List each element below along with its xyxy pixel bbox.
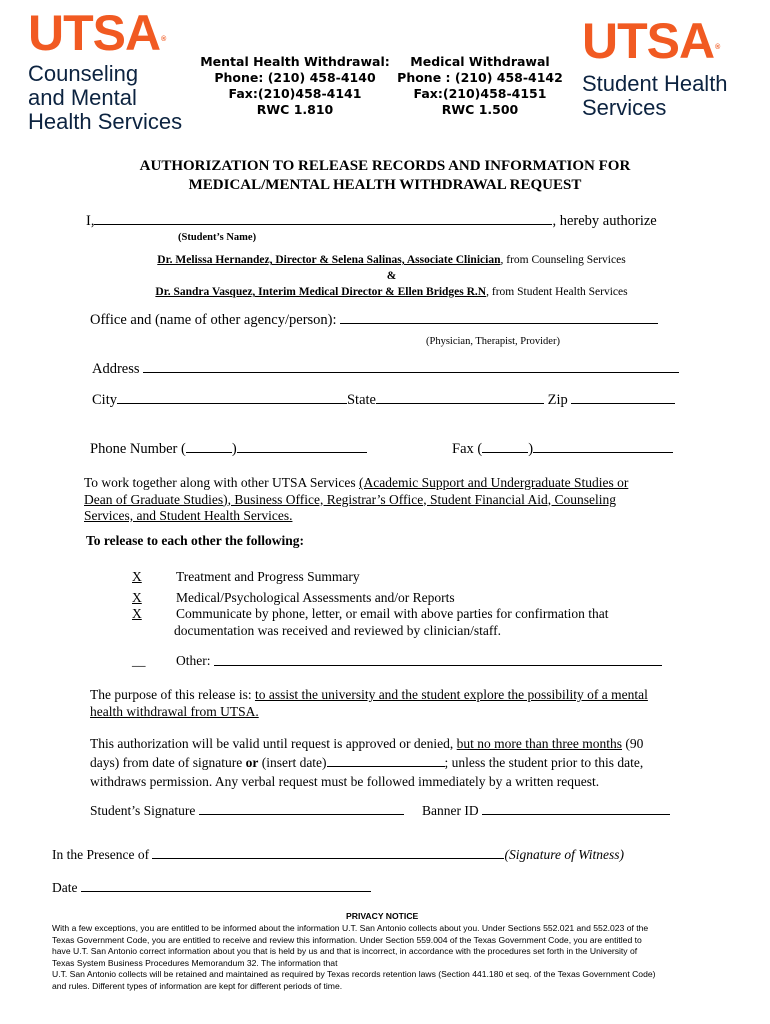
phone-number-field[interactable] <box>237 440 367 453</box>
phone-line: Phone Number ( ) <box>90 440 367 458</box>
list-item: X Treatment and Progress Summary <box>132 569 360 584</box>
authorize-line: I, , hereby authorize <box>86 213 657 229</box>
counseling-logo <box>28 5 183 134</box>
city-state-zip-line: City State Zip <box>92 391 675 409</box>
student-health-logo <box>582 13 728 120</box>
witness-line: In the Presence of (Signature of Witness) <box>52 847 624 862</box>
banner-id-line: Banner ID <box>422 802 670 819</box>
student-signature-field[interactable] <box>199 802 404 815</box>
checkbox-mark[interactable]: __ <box>132 653 146 668</box>
utsa-wordmark: UTSA® <box>28 5 166 61</box>
address-field[interactable] <box>143 360 679 373</box>
city-field[interactable] <box>117 391 347 404</box>
witness-signature-field[interactable] <box>152 846 504 859</box>
address-line: Address <box>92 360 679 378</box>
list-item: X Medical/Psychological Assessments and/or Reports <box>132 589 455 605</box>
student-health-logo-text: Student Health Services <box>582 71 728 120</box>
release-heading: To release to each other the following: <box>86 533 304 548</box>
form-title: AUTHORIZATION TO RELEASE RECORDS AND INFORMATION FOR MEDICAL/MENTAL HEALTH WITHDRAWAL REQUEST <box>139 158 631 193</box>
phone-area-code-field[interactable] <box>186 440 232 453</box>
release-items: X Treatment and Progress Summary X Medical/Psychological Assessments and/or Reports X Communicate by phone, letter, or email with above parties for confirmation that documentation was received and reviewed by clinician/staff. __ Other: <box>130 569 662 670</box>
mental-health-contact: Mental Health Withdrawal: Phone: (210) 458-4140 Fax:(210)458-4141 RWC 1.810 <box>200 54 390 117</box>
zip-field[interactable] <box>571 391 675 404</box>
insert-date-field[interactable] <box>327 754 445 767</box>
state-field[interactable] <box>376 391 544 404</box>
student-name-caption: (Student’s Name) <box>178 232 257 243</box>
privacy-heading: PRIVACY NOTICE <box>346 911 419 921</box>
banner-id-field[interactable] <box>482 802 670 815</box>
validity-paragraph: This authorization will be valid until request is approved or denied, but no more than three months (90 days) from date of signature or (insert date) ; unless the student prior to this date, withdraws permission. Any verbal request must be followed immediately by a written request. <box>90 736 644 789</box>
checkbox-mark[interactable]: X <box>132 569 142 584</box>
utsa-wordmark: UTSA® <box>582 13 720 69</box>
date-line: Date <box>52 879 371 896</box>
fax-area-code-field[interactable] <box>482 440 528 453</box>
checkbox-mark[interactable]: X <box>132 589 142 605</box>
student-name-field[interactable] <box>94 212 552 225</box>
office-line: Office and (name of other agency/person): <box>90 311 658 329</box>
authorized-parties: Dr. Melissa Hernandez, Director & Selena Salinas, Associate Clinician, from Counseling Services & Dr. Sandra Vasquez, Interim Medical Director & Ellen Bridges R.N, from Student Health Services <box>155 254 628 298</box>
list-item: X Communicate by phone, letter, or email with above parties for confirmation that <box>132 606 609 621</box>
student-signature-line: Student’s Signature <box>90 802 404 819</box>
checkbox-mark[interactable]: X <box>132 606 142 621</box>
office-caption: (Physician, Therapist, Provider) <box>426 336 560 347</box>
office-field[interactable] <box>340 311 658 324</box>
other-field[interactable] <box>214 653 662 666</box>
medical-contact: Medical Withdrawal Phone : (210) 458-4142 Fax:(210)458-4151 RWC 1.500 <box>397 54 563 117</box>
list-item-other: __ Other: <box>130 653 662 670</box>
work-together-paragraph: To work together along with other UTSA Services (Academic Support and Undergraduate Studies or Dean of Graduate Studies), Business Office, Registrar’s Office, Student Financial Aid, Counseling Services, and Student Health Services. <box>84 475 629 523</box>
counseling-logo-text: Counseling and Mental Health Services <box>28 61 183 134</box>
date-field[interactable] <box>81 879 371 892</box>
fax-line: Fax ( ) <box>452 440 673 458</box>
fax-number-field[interactable] <box>533 440 673 453</box>
privacy-notice: With a few exceptions, you are entitled to be informed about the information U.T. San Antonio collects about you. Under Sections 552.021 and 552.023 of the Texas Government Code, you are entitled to receive and review this information. Under Section 559.004 of the Texas Government Code, you are entitled to have U.T. San Antonio correct information about you that is held by us and that is incorrect, in accordance with the procedures set forth in the University of Texas System Business Procedures Memorandum 32. The information that U.T. San Antonio collects will be retained and maintained as required by Texas records retention laws (Section 441.180 et seq. of the Texas Government Code) and rules. Different types of information are kept for different periods of time. <box>52 923 656 991</box>
purpose-paragraph: The purpose of this release is: to assist the university and the student explore the possibility of a mental health withdrawal from UTSA. <box>90 687 648 719</box>
